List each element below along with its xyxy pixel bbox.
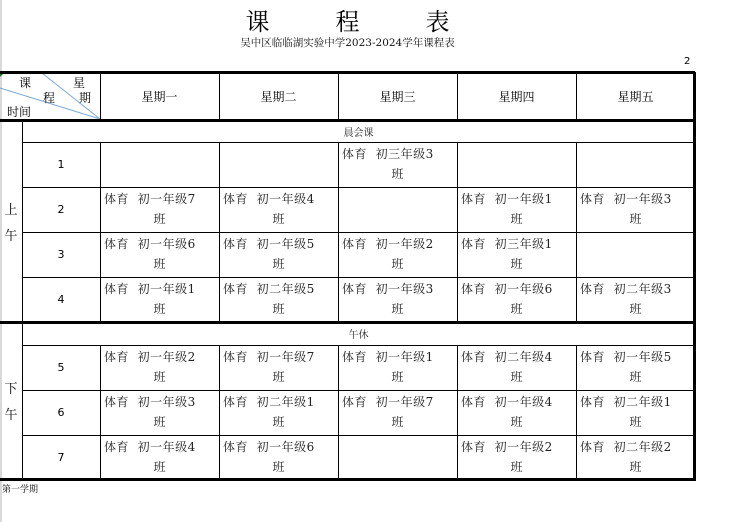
- class-slot[interactable]: [338, 345, 457, 390]
- grid-line: [219, 72, 220, 120]
- day-header: 星期三: [379, 89, 416, 104]
- spacer: [367, 282, 376, 296]
- slot-course: [219, 437, 338, 457]
- slot-class: 初二年级2: [613, 440, 672, 454]
- class-slot[interactable]: [338, 232, 457, 277]
- title-char: 表: [425, 8, 450, 36]
- spacer: [129, 192, 138, 206]
- slot-class: 初一年级6: [256, 440, 315, 454]
- spacer: [486, 350, 495, 364]
- slot-class-suffix: 班: [391, 415, 404, 429]
- grid-line: [100, 345, 101, 479]
- slot-subject: 体育: [461, 440, 487, 454]
- slot-class: 初一年级7: [375, 395, 434, 409]
- spacer: [486, 440, 495, 454]
- slot-subject: 体育: [580, 440, 606, 454]
- slot-class: 初三年级1: [494, 237, 553, 251]
- grid-line: [22, 390, 695, 391]
- class-slot[interactable]: [576, 390, 695, 435]
- class-slot[interactable]: [100, 435, 219, 479]
- slot-class: 初一年级3: [375, 282, 434, 296]
- grid-line: [0, 71, 695, 74]
- slot-class-suffix: 班: [272, 415, 285, 429]
- slot-class: 初一年级4: [137, 440, 196, 454]
- slot-subject: 体育: [104, 440, 130, 454]
- empty-slot[interactable]: [457, 142, 576, 187]
- slot-course: [219, 279, 338, 299]
- grid-line: [693, 72, 696, 481]
- grid-line: [576, 142, 577, 322]
- grid-line: [338, 142, 339, 322]
- slot-course: [576, 437, 695, 457]
- slot-class-suffix: 班: [153, 302, 166, 316]
- slot-course: [576, 189, 695, 209]
- empty-slot[interactable]: [219, 142, 338, 187]
- corner-course-2: 程: [43, 91, 56, 105]
- spacer: [129, 440, 138, 454]
- school-subtitle: 吴中区临临湖实验中学2023-2024学年课程表: [240, 37, 455, 49]
- spacer: [367, 395, 376, 409]
- class-slot[interactable]: [219, 345, 338, 390]
- slot-class: 初一年级1: [375, 350, 434, 364]
- slot-class: 初一年级1: [494, 192, 553, 206]
- spacer: [248, 395, 257, 409]
- slot-course: [338, 144, 457, 164]
- slot-class: 初一年级1: [137, 282, 196, 296]
- slot-subject: 体育: [580, 395, 606, 409]
- empty-slot[interactable]: [100, 142, 219, 187]
- slot-class-suffix: 班: [629, 415, 642, 429]
- class-slot[interactable]: [219, 390, 338, 435]
- slot-subject: 体育: [342, 237, 368, 251]
- spacer: [129, 237, 138, 251]
- slot-subject: 体育: [461, 237, 487, 251]
- slot-course: [576, 347, 695, 367]
- slot-class: 初二年级3: [613, 282, 672, 296]
- period-number: 6: [57, 406, 65, 419]
- slot-class: 初一年级6: [137, 237, 196, 251]
- grid-line: [22, 142, 695, 143]
- slot-course: [219, 347, 338, 367]
- grid-line: [22, 187, 695, 188]
- page-number: 2: [684, 56, 691, 67]
- slot-course: [576, 279, 695, 299]
- class-slot[interactable]: [576, 435, 695, 479]
- grid-line: [100, 142, 101, 322]
- grid-line: [457, 72, 458, 120]
- period-number: 5: [57, 361, 65, 374]
- spacer: [248, 440, 257, 454]
- class-slot[interactable]: [576, 187, 695, 232]
- class-slot[interactable]: [338, 142, 457, 187]
- slot-course: [219, 392, 338, 412]
- slot-class-suffix: 班: [510, 370, 523, 384]
- corner-week-1: 星: [73, 76, 86, 90]
- slot-course: [100, 437, 219, 457]
- slot-course: [100, 189, 219, 209]
- grid-line: [576, 72, 577, 120]
- class-slot[interactable]: [219, 435, 338, 479]
- class-slot[interactable]: [219, 187, 338, 232]
- grid-line: [22, 232, 695, 233]
- class-slot[interactable]: [457, 390, 576, 435]
- slot-course: [338, 234, 457, 254]
- spacer: [129, 350, 138, 364]
- slot-class: 初一年级4: [494, 395, 553, 409]
- period-number: 1: [57, 158, 65, 171]
- slot-subject: 体育: [104, 192, 130, 206]
- slot-course: [100, 347, 219, 367]
- spacer: [486, 237, 495, 251]
- grid-line: [219, 142, 220, 322]
- slot-class: 初一年级6: [494, 282, 553, 296]
- spacer: [129, 395, 138, 409]
- spacer: [367, 147, 376, 161]
- slot-class-suffix: 班: [510, 257, 523, 271]
- grid-line: [22, 435, 695, 436]
- spacer: [605, 282, 614, 296]
- spacer: [248, 350, 257, 364]
- page-title: [0, 2, 695, 37]
- slot-subject: 体育: [461, 282, 487, 296]
- grid-line: [22, 345, 695, 346]
- class-slot[interactable]: [457, 277, 576, 322]
- slot-course: [219, 189, 338, 209]
- slot-subject: 体育: [223, 440, 249, 454]
- grid-line: [457, 345, 458, 479]
- class-slot[interactable]: [457, 345, 576, 390]
- slot-course: [457, 437, 576, 457]
- slot-subject: 体育: [342, 282, 368, 296]
- slot-class-suffix: 班: [153, 257, 166, 271]
- slot-class-suffix: 班: [391, 302, 404, 316]
- slot-class-suffix: 班: [272, 370, 285, 384]
- slot-subject: 体育: [580, 282, 606, 296]
- corner-week-2: 期: [79, 91, 92, 105]
- corner-course-1: 课: [19, 76, 32, 90]
- day-header: 星期五: [617, 89, 654, 104]
- slot-class-suffix: 班: [629, 302, 642, 316]
- grid-line: [576, 345, 577, 479]
- slot-course: [219, 234, 338, 254]
- period-number: 7: [57, 450, 65, 464]
- class-slot[interactable]: [457, 435, 576, 479]
- slot-class: 初一年级2: [375, 237, 434, 251]
- band-morning-assembly: 晨会课: [343, 127, 374, 139]
- empty-slot[interactable]: [576, 232, 695, 277]
- class-slot[interactable]: [576, 277, 695, 322]
- slot-class: 初二年级1: [613, 395, 672, 409]
- spacer: [129, 282, 138, 296]
- period-number: 3: [57, 248, 65, 261]
- slot-course: [338, 392, 457, 412]
- slot-subject: 体育: [342, 350, 368, 364]
- empty-slot[interactable]: [338, 435, 457, 479]
- spacer: [486, 282, 495, 296]
- spacer: [367, 350, 376, 364]
- slot-subject: 体育: [461, 350, 487, 364]
- slot-class: 初一年级2: [494, 440, 553, 454]
- grid-line: [22, 120, 23, 479]
- grid-line: [22, 277, 695, 278]
- slot-subject: 体育: [223, 192, 249, 206]
- period-number: 4: [57, 293, 65, 306]
- slot-subject: 体育: [580, 350, 606, 364]
- period-number: 2: [57, 203, 65, 216]
- slot-subject: 体育: [104, 282, 130, 296]
- session-morning: [0, 120, 22, 322]
- semester-label: 第一学期: [2, 485, 39, 495]
- slot-class-suffix: 班: [510, 302, 523, 316]
- grid-line: [0, 119, 695, 122]
- slot-class-suffix: 班: [153, 460, 166, 474]
- slot-class-suffix: 班: [391, 370, 404, 384]
- class-slot[interactable]: [100, 390, 219, 435]
- slot-class-suffix: 班: [629, 460, 642, 474]
- slot-class-suffix: 班: [510, 460, 523, 474]
- class-slot[interactable]: [100, 345, 219, 390]
- class-slot[interactable]: [100, 277, 219, 322]
- class-slot[interactable]: [219, 277, 338, 322]
- day-header: 星期四: [498, 89, 535, 104]
- slot-class: 初三年级3: [375, 147, 434, 161]
- empty-slot[interactable]: [338, 187, 457, 232]
- class-slot[interactable]: [576, 345, 695, 390]
- slot-subject: 体育: [342, 147, 368, 161]
- session-char: 上: [4, 203, 18, 218]
- slot-course: [338, 347, 457, 367]
- slot-class-suffix: 班: [272, 460, 285, 474]
- slot-subject: 体育: [461, 192, 487, 206]
- slot-class-suffix: 班: [391, 257, 404, 271]
- slot-class: 初二年级5: [256, 282, 315, 296]
- slot-class: 初一年级5: [613, 350, 672, 364]
- slot-course: [457, 279, 576, 299]
- slot-class: 初一年级7: [137, 192, 196, 206]
- slot-course: [100, 392, 219, 412]
- class-slot[interactable]: [457, 232, 576, 277]
- session-char: 下: [4, 382, 18, 397]
- slot-class: 初一年级7: [256, 350, 315, 364]
- class-slot[interactable]: [338, 390, 457, 435]
- slot-course: [338, 279, 457, 299]
- slot-class-suffix: 班: [510, 415, 523, 429]
- corner-time: 时间: [7, 105, 32, 119]
- slot-course: [576, 392, 695, 412]
- slot-class-suffix: 班: [153, 370, 166, 384]
- slot-subject: 体育: [461, 395, 487, 409]
- day-header: 星期一: [141, 89, 178, 104]
- slot-class-suffix: 班: [629, 370, 642, 384]
- slot-course: [100, 234, 219, 254]
- spacer: [248, 237, 257, 251]
- title-char: 程: [335, 8, 360, 36]
- slot-class-suffix: 班: [272, 257, 285, 271]
- grid-line: [0, 478, 695, 481]
- spacer: [248, 192, 257, 206]
- slot-course: [457, 189, 576, 209]
- spacer: [605, 440, 614, 454]
- grid-line: [457, 142, 458, 322]
- session-char: 午: [4, 229, 18, 244]
- slot-subject: 体育: [104, 350, 130, 364]
- slot-class-suffix: 班: [391, 167, 404, 181]
- slot-course: [457, 347, 576, 367]
- class-slot[interactable]: [100, 232, 219, 277]
- slot-subject: 体育: [223, 282, 249, 296]
- grid-line: [0, 321, 695, 324]
- slot-class-suffix: 班: [153, 212, 166, 226]
- class-slot[interactable]: [219, 232, 338, 277]
- slot-class: 初一年级5: [256, 237, 315, 251]
- slot-class: 初一年级3: [613, 192, 672, 206]
- slot-class: 初一年级3: [137, 395, 196, 409]
- slot-subject: 体育: [223, 395, 249, 409]
- title-char: 课: [245, 8, 270, 36]
- grid-line: [338, 345, 339, 479]
- slot-subject: 体育: [104, 237, 130, 251]
- spacer: [367, 237, 376, 251]
- slot-subject: 体育: [223, 237, 249, 251]
- slot-course: [457, 234, 576, 254]
- slot-course: [457, 392, 576, 412]
- class-slot[interactable]: [457, 187, 576, 232]
- slot-class: 初二年级1: [256, 395, 315, 409]
- spacer: [248, 282, 257, 296]
- slot-class: 初一年级2: [137, 350, 196, 364]
- spacer: [486, 192, 495, 206]
- day-header: 星期二: [260, 89, 297, 104]
- session-char: 午: [4, 408, 18, 423]
- slot-subject: 体育: [223, 350, 249, 364]
- spacer: [605, 192, 614, 206]
- spacer: [605, 350, 614, 364]
- slot-class-suffix: 班: [510, 212, 523, 226]
- slot-class-suffix: 班: [272, 212, 285, 226]
- spacer: [486, 395, 495, 409]
- class-slot[interactable]: [338, 277, 457, 322]
- slot-class-suffix: 班: [272, 302, 285, 316]
- slot-subject: 体育: [104, 395, 130, 409]
- slot-class: 初一年级4: [256, 192, 315, 206]
- slot-course: [100, 279, 219, 299]
- spacer: [605, 395, 614, 409]
- timetable-grid: [0, 72, 695, 479]
- slot-subject: 体育: [580, 192, 606, 206]
- grid-line: [338, 72, 339, 120]
- slot-subject: 体育: [342, 395, 368, 409]
- slot-class-suffix: 班: [629, 212, 642, 226]
- class-slot[interactable]: [100, 187, 219, 232]
- empty-slot[interactable]: [576, 142, 695, 187]
- grid-line: [219, 345, 220, 479]
- band-noon-break: 午休: [348, 330, 369, 341]
- session-afternoon: [0, 322, 22, 479]
- grid-line: [100, 72, 101, 120]
- slot-class-suffix: 班: [153, 415, 166, 429]
- slot-class: 初二年级4: [494, 350, 553, 364]
